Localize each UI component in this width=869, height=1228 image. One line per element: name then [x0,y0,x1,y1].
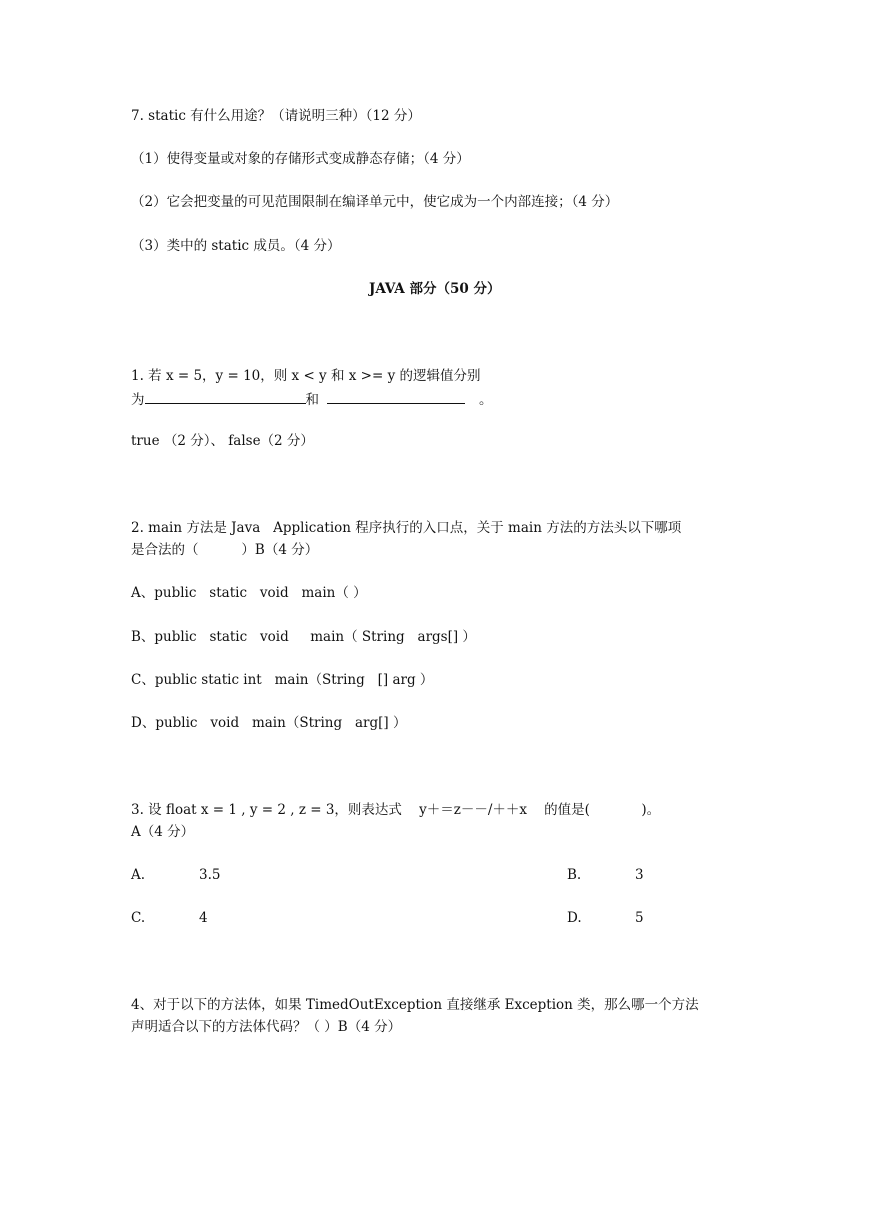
j3-option-d-value: 5 [635,910,644,926]
j3-option-b-value: 3 [635,867,644,883]
j2-question-line1: 2. main 方法是 Java Application 程序执行的入口点，关于 main 方法的方法头以下哪项 [131,520,682,536]
j3-option-a-value: 3.5 [199,867,221,883]
j3-question-line1: 3. 设 float x = 1 , y = 2 , z = 3，则表达式 y＋＝z－－/＋＋x 的值是( )。 [131,802,661,818]
q7-title: 7. static 有什么用途？（请说明三种）（12 分） [131,108,421,124]
j4-question-line2: 声明适合以下的方法体代码？（ ）B（4 分） [131,1019,402,1035]
j2-option-a: A、public static void main（ ） [131,585,367,601]
j1-and: 和 [305,392,319,408]
j3-question-line2: A（4 分） [131,824,195,840]
j3-option-c-label: C. [131,910,146,926]
j2-option-c: C、public static int main（String [] arg ） [131,672,434,688]
q7-answer-3: （3）类中的 static 成员。（4 分） [131,238,341,254]
q7-answer-2: （2）它会把变量的可见范围限制在编译单元中，使它成为一个内部连接；（4 分） [131,194,619,210]
j4-question-line1: 4、对于以下的方法体，如果 TimedOutException 直接继承 Exception 类，那么哪一个方法 [131,997,699,1013]
j1-question-line2 [131,389,493,409]
j1-question-line1: 1. 若 x = 5，y = 10，则 x < y 和 x >= y 的逻辑值分别 [131,368,481,384]
j1-blank-1 [145,389,306,404]
j2-option-b: B、public static void main（ String args[] ） [131,629,476,645]
j1-answer: true （2 分）、 false（2 分） [131,433,314,449]
j1-prefix: 为 [131,392,145,408]
j1-end: 。 [479,392,493,408]
j1-blank-2 [327,389,465,404]
j3-option-d-label: D. [567,910,582,926]
j3-option-a-label: A. [131,867,146,883]
j3-option-c-value: 4 [199,910,208,926]
j2-question-line2: 是合法的（ ）B（4 分） [131,542,319,558]
j2-option-d: D、public void main（String arg[] ） [131,715,407,731]
q7-answer-1: （1）使得变量或对象的存储形式变成静态存储；（4 分） [131,151,470,167]
section-heading-java: JAVA 部分（50 分） [369,281,501,297]
j3-option-b-label: B. [567,867,582,883]
